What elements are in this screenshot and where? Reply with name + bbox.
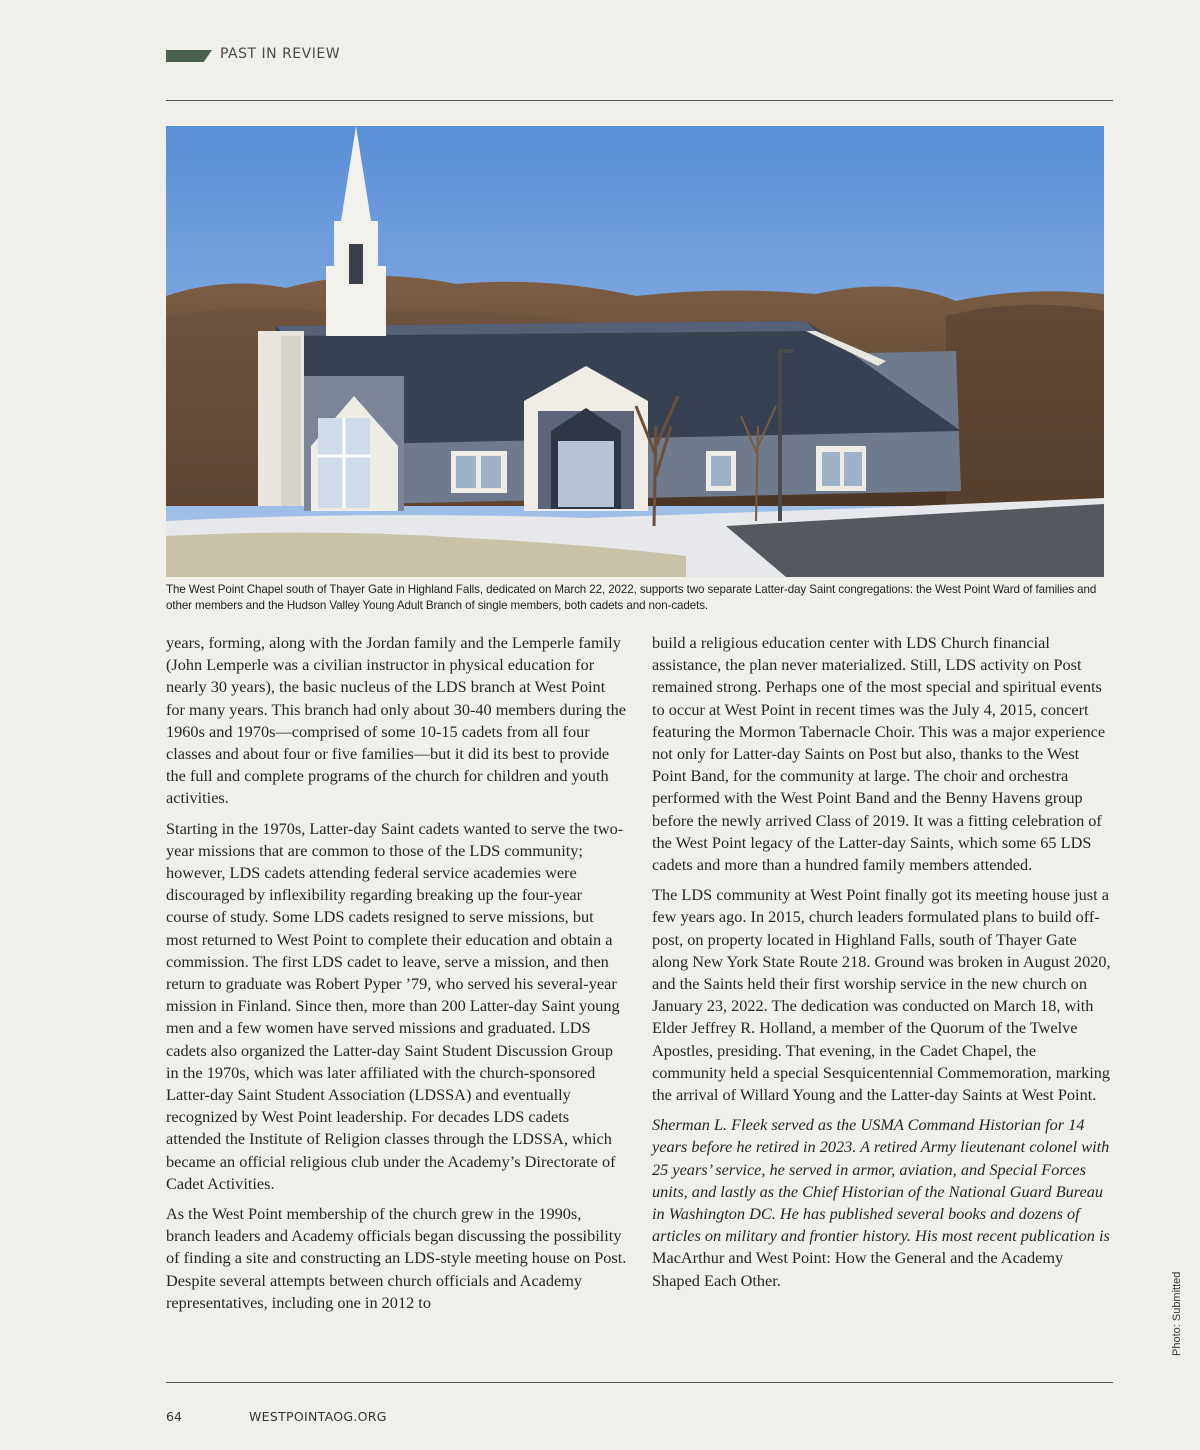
- left-paragraph: As the West Point membership of the church grew in the 1990s, branch leaders and Academy officials began discussing the possibility of finding a site and constructing an LDS-style meeting house on Post. Despite several attempts between church officials and Academy representatives, including one in 2012 to: [166, 1204, 627, 1312]
- right-paragraph: build a religious education center with LDS Church financial assistance, the plan never materialized. Still, LDS activity on Post remained strong. Perhaps one of the most special and spiritual events to occur at West Point in recent times was the July 4, 2015, concert featuring the Mormon Tabernacle Choir. This was a major experience not only for Latter-day Saints on Post but also, thanks to the West Point Band, for the community at large. The choir and orchestra performed with the West Point Band and the Benny Havens group before the newly arrived Class of 2019. It was a fitting celebration of the West Point legacy of the Latter-day Saints, which some 65 LDS cadets and more than a hundred family members attended.: [652, 633, 1106, 875]
- site-url[interactable]: WESTPOINTAOG.ORG: [249, 1409, 387, 1424]
- right-column: [652, 632, 1114, 1300]
- church-photo: [166, 126, 1104, 577]
- page-number: 64: [166, 1409, 182, 1424]
- photo-credit: Photo: Submitted: [1171, 1271, 1183, 1356]
- footer-rule: [166, 1382, 1113, 1383]
- section-marker: [166, 50, 212, 62]
- left-paragraph: years, forming, along with the Jordan family and the Lemperle family (John Lemperle was a civilian instructor in physical education for nearly 30 years), the basic nucleus of the LDS branch at West Point for many years. This branch had only about 30-40 members during the 1960s and 1970s—comprised of some 10-15 cadets from all four classes and about four or five families—but it did its best to provide the full and complete programs of the church for children and youth activities.: [166, 633, 626, 808]
- header-rule: [166, 100, 1113, 101]
- section-label: PAST IN REVIEW: [220, 46, 341, 62]
- author-bio-text: Sherman L. Fleek served as the USMA Command Historian for 14 years before he retired in 2023. A retired Army lieutenant colonel with 25 years’ service, he served in armor, aviation, and Special Forces units, and lastly as the Chief Historian of the National Guard Bureau in Washington DC. He has published several books and dozens of articles on military and frontier history. His most recent publication is: [652, 1115, 1110, 1246]
- photo-caption: The West Point Chapel south of Thayer Gate in Highland Falls, dedicated on March 22, 2022, supports two separate Latter-day Saint congregations: the West Point Ward of families and other members and the Hudson Valley Young Adult Branch of single members, both cadets and non-cadets.: [166, 583, 1097, 612]
- book-title: MacArthur and West Point: How the General and the Academy Shaped Each Other.: [652, 1248, 1064, 1290]
- left-paragraph: Starting in the 1970s, Latter-day Saint cadets wanted to serve the two-year missions that are common to those of the LDS community; however, LDS cadets attending federal service academies were discouraged by inflexibility regarding breaking up the four-year course of study. Some LDS cadets resigned to serve missions, but most returned to West Point to complete their education and obtain a commission. The first LDS cadet to leave, serve a mission, and then return to graduate was Robert Pyper ’79, who served his several-year mission in Finland. Since then, more than 200 Latter-day Saint young men and a few women have served missions and graduated. LDS cadets also organized the Latter-day Saint Student Discussion Group in the 1970s, which was later affiliated with the church-sponsored Latter-day Saint Student Association (LDSSA) and eventually recognized by West Point leadership. For decades LDS cadets attended the Institute of Religion classes through the LDSSA, which became an official religious club under the Academy’s Directorate of Cadet Activities.: [166, 818, 624, 1193]
- author-bio: [652, 1114, 1114, 1292]
- left-column: [166, 632, 628, 1322]
- right-paragraph: The LDS community at West Point finally got its meeting house just a few years ago. In 2015, church leaders formulated plans to build off-post, on property located in Highland Falls, south of Thayer Gate along New York State Route 218. Ground was broken in August 2020, and the Saints held their first worship service in the new church on January 23, 2022. The dedication was conducted on March 18, with Elder Jeffrey R. Holland, a member of the Quorum of the Twelve Apostles, presiding. That evening, in the Cadet Chapel, the community held a special Sesquicentennial Commemoration, marking the arrival of Willard Young and the Latter-day Saints at West Point.: [652, 885, 1111, 1105]
